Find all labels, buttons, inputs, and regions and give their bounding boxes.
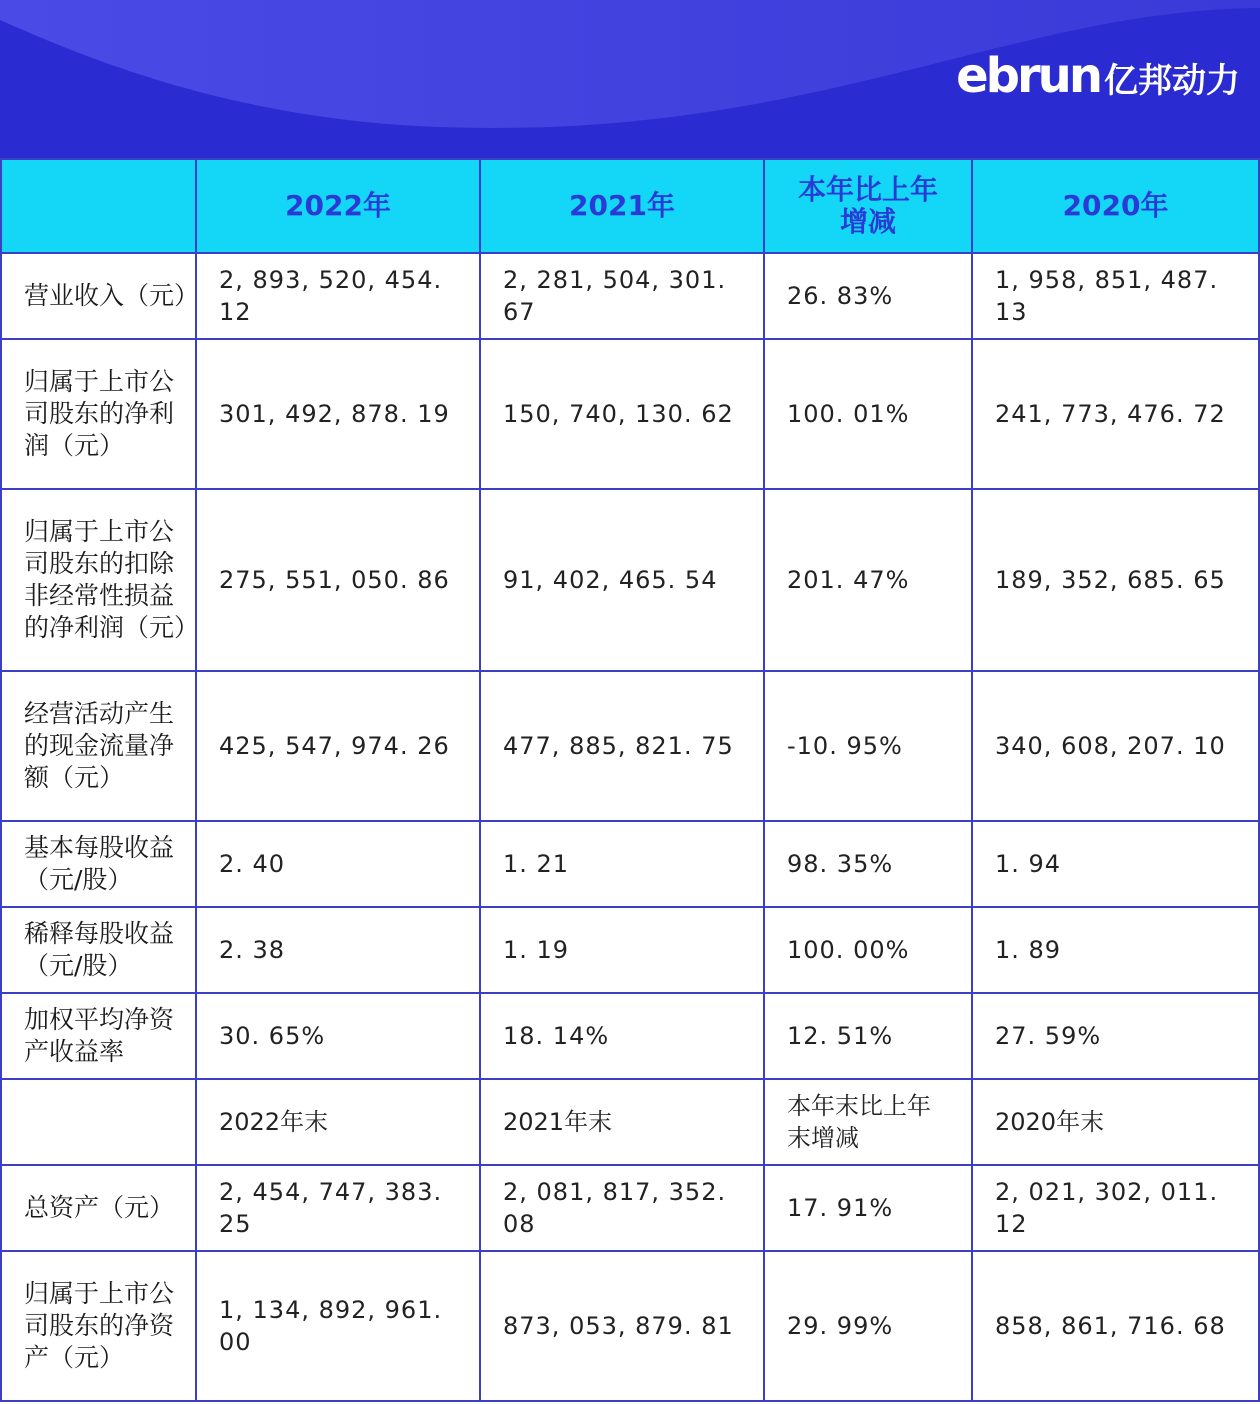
cell-2020: 858, 861, 716. 68: [972, 1251, 1259, 1401]
cell-2020: 2, 021, 302, 011. 12: [972, 1165, 1259, 1251]
cell-2022: 2. 38: [196, 907, 480, 993]
cell-change: 98. 35%: [764, 821, 972, 907]
cell-2021: 477, 885, 821. 75: [480, 671, 764, 821]
row-label: 营业收入（元）: [1, 253, 196, 339]
row-label: 加权平均净资产收益率: [1, 993, 196, 1079]
cell-2022: 1, 134, 892, 961. 00: [196, 1251, 480, 1401]
cell-2021-end: 2021年末: [480, 1079, 764, 1165]
cell-2022: 2. 40: [196, 821, 480, 907]
cell-2022: 301, 492, 878. 19: [196, 339, 480, 489]
logo-en-text: ebrun: [956, 48, 1100, 104]
table-row: [1, 1165, 1259, 1251]
table-row: [1, 1251, 1259, 1401]
cell-2020: 340, 608, 207. 10: [972, 671, 1259, 821]
cell-2021: 18. 14%: [480, 993, 764, 1079]
cell-2022: 425, 547, 974. 26: [196, 671, 480, 821]
cell-2021: 2, 081, 817, 352. 08: [480, 1165, 764, 1251]
cell-2021: 873, 053, 879. 81: [480, 1251, 764, 1401]
cell-2020-end: 2020年末: [972, 1079, 1259, 1165]
cell-2020: 1. 94: [972, 821, 1259, 907]
cell-2021: 91, 402, 465. 54: [480, 489, 764, 671]
cell-2021: 2, 281, 504, 301. 67: [480, 253, 764, 339]
table-row: [1, 671, 1259, 821]
table-row: [1, 993, 1259, 1079]
cell-2021: 150, 740, 130. 62: [480, 339, 764, 489]
cell-change: 100. 00%: [764, 907, 972, 993]
logo-cn-text: 亿邦动力: [1104, 61, 1240, 101]
header-cell-2021: 2021年: [480, 159, 764, 253]
cell-2022: 2, 893, 520, 454. 12: [196, 253, 480, 339]
table-subheader-row: [1, 1079, 1259, 1165]
banner: [0, 0, 1260, 160]
cell-change: 100. 01%: [764, 339, 972, 489]
cell-2020: 189, 352, 685. 65: [972, 489, 1259, 671]
cell-2022: 30. 65%: [196, 993, 480, 1079]
cell-2021: 1. 21: [480, 821, 764, 907]
table-header-row: [1, 159, 1259, 253]
table-row: [1, 821, 1259, 907]
table-row: [1, 907, 1259, 993]
row-label: 归属于上市公司股东的净利润（元）: [1, 339, 196, 489]
row-label: 稀释每股收益（元/股）: [1, 907, 196, 993]
cell-2022: 2, 454, 747, 383. 25: [196, 1165, 480, 1251]
cell-change: 26. 83%: [764, 253, 972, 339]
row-label: 总资产（元）: [1, 1165, 196, 1251]
financial-summary-table: [0, 158, 1260, 1402]
row-label: 经营活动产生的现金流量净额（元）: [1, 671, 196, 821]
cell-2020: 1. 89: [972, 907, 1259, 993]
cell-2021: 1. 19: [480, 907, 764, 993]
header-cell-2022: 2022年: [196, 159, 480, 253]
cell-2022-end: 2022年末: [196, 1079, 480, 1165]
row-label: 归属于上市公司股东的扣除非经常性损益的净利润（元）: [1, 489, 196, 671]
table-row: [1, 339, 1259, 489]
cell-2020: 27. 59%: [972, 993, 1259, 1079]
table-row: [1, 253, 1259, 339]
row-label: 归属于上市公司股东的净资产（元）: [1, 1251, 196, 1401]
cell-change: 17. 91%: [764, 1165, 972, 1251]
row-label: [1, 1079, 196, 1165]
cell-change: 12. 51%: [764, 993, 972, 1079]
header-cell-2020: 2020年: [972, 159, 1259, 253]
cell-2020: 1, 958, 851, 487. 13: [972, 253, 1259, 339]
header-cell-empty: [1, 159, 196, 253]
cell-change: -10. 95%: [764, 671, 972, 821]
cell-2022: 275, 551, 050. 86: [196, 489, 480, 671]
header-cell-change: 本年比上年增减: [764, 159, 972, 253]
table-row: [1, 489, 1259, 671]
cell-change: 201. 47%: [764, 489, 972, 671]
row-label: 基本每股收益（元/股）: [1, 821, 196, 907]
cell-2020: 241, 773, 476. 72: [972, 339, 1259, 489]
ebrun-logo: [956, 48, 1240, 104]
cell-change-end: 本年末比上年末增减: [764, 1079, 972, 1165]
cell-change: 29. 99%: [764, 1251, 972, 1401]
